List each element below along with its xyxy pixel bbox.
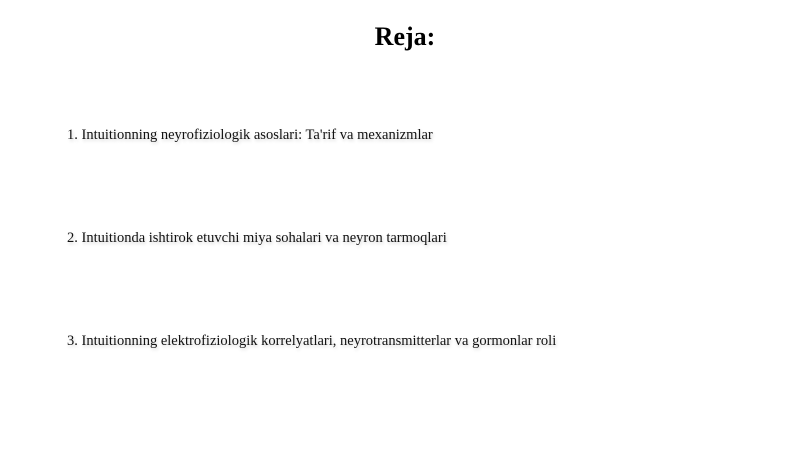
slide-title: Reja: <box>374 22 436 51</box>
plan-item-2: 2. Intuitionda ishtirok etuvchi miya sohalari va neyron tarmoqlari <box>67 230 447 246</box>
plan-item-1: 1. Intuitionning neyrofiziologik asoslari: Ta'rif va mexanizmlar <box>67 127 433 143</box>
plan-item-3: 3. Intuitionning elektrofiziologik korrelyatlari, neyrotransmitterlar va gormonlar roli <box>67 333 557 349</box>
